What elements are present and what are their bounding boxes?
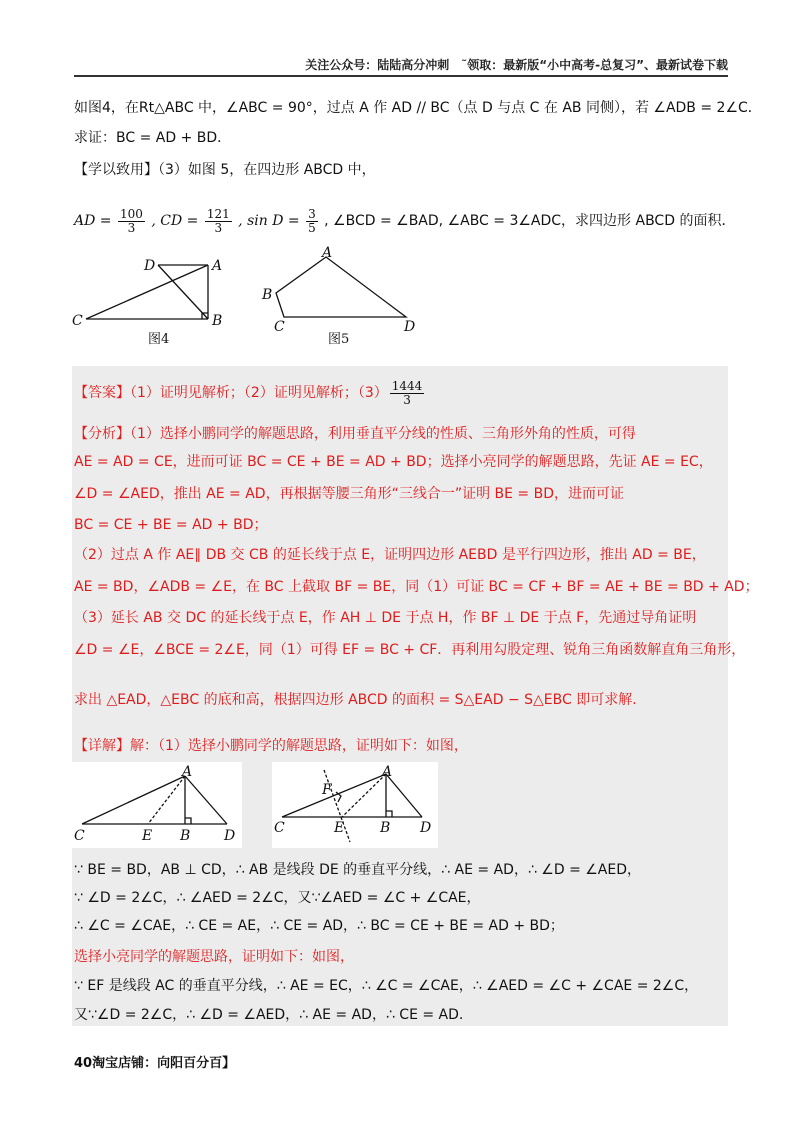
fig4-caption: 图4: [148, 332, 170, 347]
analysis-line-4: BC = CE + BE = AD + BD；: [74, 517, 268, 533]
detail-line-7: 又∵∠D = 2∠C，∴ ∠D = ∠AED，∴ AE = AD，∴ CE = AD.: [74, 1007, 464, 1023]
analysis-line-8: ∠D = ∠E，∠BCE = 2∠E，同（1）可得 EF = BC + CF．再利用勾股定理、锐角三角函数解直角三角形，: [74, 642, 746, 658]
detail-line-4: ∴ ∠C = ∠CAE，∴ CE = AE，∴ CE = AD，∴ BC = CE + BE = AD + BD；: [74, 918, 564, 934]
fig5-label-c: C: [274, 319, 285, 335]
answer-prefix: 【答案】（1）证明见解析；（2）证明见解析；（3）: [74, 385, 388, 401]
figb-label-f: F: [322, 782, 332, 798]
header-rule: [74, 75, 728, 77]
problem-line-1: 如图4，在Rt△ABC 中，∠ABC = 90°，过点 A 作 AD // BC（点 D 与点 C 在 AB 同侧），若 ∠ADB = 2∠C．: [74, 100, 762, 116]
fig4-label-c: C: [72, 313, 83, 329]
detail-figure-b: [272, 762, 438, 848]
page-header: 关注公众号：陆陆高分冲刺 ˜领取：最新版“小中高考-总复习”、最新试卷下载: [305, 58, 728, 72]
figure-4: [70, 255, 230, 350]
detail-line-3: ∵ ∠D = 2∠C，∴ ∠AED = 2∠C，又∵∠AED = ∠C + ∠CAE，: [74, 890, 481, 906]
figa-label-d: D: [224, 828, 236, 844]
fraction-cd: $\frac{121}{3}$: [206, 206, 230, 235]
figure-5: [256, 245, 426, 350]
answer-fraction: $\frac{1444}{3}$: [391, 378, 423, 407]
figb-label-d: D: [420, 820, 432, 836]
cd-label: , CD =: [151, 213, 199, 229]
analysis-line-1: 【分析】（1）选择小鹏同学的解题思路，利用垂直平分线的性质、三角形外角的性质，可得: [74, 426, 636, 442]
fig4-label-d: D: [144, 258, 156, 274]
problem-line-2: 求证：BC = AD + BD．: [74, 130, 232, 146]
detail-line-5: 选择小亮同学的解题思路，证明如下：如图，: [74, 949, 354, 965]
figa-label-c: C: [74, 828, 85, 844]
answer-line: [74, 378, 426, 408]
detail-line-2: ∵ BE = BD，AB ⊥ CD，∴ AB 是线段 DE 的垂直平分线，∴ AE = AD，∴ ∠D = ∠AED，: [74, 862, 642, 878]
figb-label-a: A: [382, 764, 393, 780]
fig5-caption: 图5: [328, 332, 350, 347]
analysis-line-5: （2）过点 A 作 AE∥ DB 交 CB 的延长线于点 E，证明四边形 AEBD 是平行四边形，推出 AD = BE，: [74, 547, 706, 563]
fig5-label-d: D: [404, 319, 416, 335]
problem-line-4-tail: , ∠BCD = ∠BAD, ∠ABC = 3∠ADC，求四边形 ABCD 的面积．: [324, 213, 736, 229]
figa-label-e: E: [142, 828, 153, 844]
fig4-label-b: B: [212, 313, 223, 329]
figb-label-c: C: [274, 820, 285, 836]
analysis-line-9: 求出 △EAD，△EBC 的底和高，根据四边形 ABCD 的面积 = S△EAD − S△EBC 即可求解.: [74, 692, 637, 708]
ad-label: AD =: [74, 213, 112, 229]
sin-label: , sin D =: [238, 213, 300, 229]
analysis-line-7: （3）延长 AB 交 DC 的延长线于点 E，作 AH ⊥ DE 于点 H，作 BF ⊥ DE 于点 F，先通过导角证明: [74, 610, 697, 626]
problem-line-3: 【学以致用】（3）如图 5，在四边形 ABCD 中，: [74, 162, 376, 178]
analysis-line-2: AE = AD = CE，进而可证 BC = CE + BE = AD + BD；选择小亮同学的解题思路，先证 AE = EC，: [74, 454, 713, 470]
detail-line-1: 【详解】解：（1）选择小鹏同学的解题思路，证明如下：如图，: [74, 738, 468, 754]
fig4-label-a: A: [212, 258, 223, 274]
fig5-label-b: B: [262, 287, 273, 303]
detail-figure-a: [72, 762, 242, 848]
fraction-sin: $\frac{3}{5}$: [308, 206, 316, 235]
problem-line-4: [74, 206, 735, 236]
page-footer: 40淘宝店铺：向阳百分百】: [74, 1056, 236, 1071]
analysis-line-3: ∠D = ∠AED，推出 AE = AD，再根据等腰三角形“三线合一”证明 BE = BD，进而可证: [74, 486, 624, 502]
figb-label-e: E: [334, 820, 345, 836]
fig5-label-a: A: [322, 245, 333, 261]
fraction-ad: $\frac{100}{3}$: [119, 206, 143, 235]
detail-line-6: ∵ EF 是线段 AC 的垂直平分线，∴ AE = EC，∴ ∠C = ∠CAE，∴ ∠AED = ∠C + ∠CAE = 2∠C，: [74, 978, 699, 994]
figb-label-b: B: [380, 820, 391, 836]
figa-label-a: A: [182, 764, 193, 780]
analysis-line-6: AE = BD，∠ADB = ∠E，在 BC 上截取 BF = BE，同（1）可证 BC = CF + BF = AE + BE = BD + AD；: [74, 579, 759, 595]
figa-label-b: B: [180, 828, 191, 844]
